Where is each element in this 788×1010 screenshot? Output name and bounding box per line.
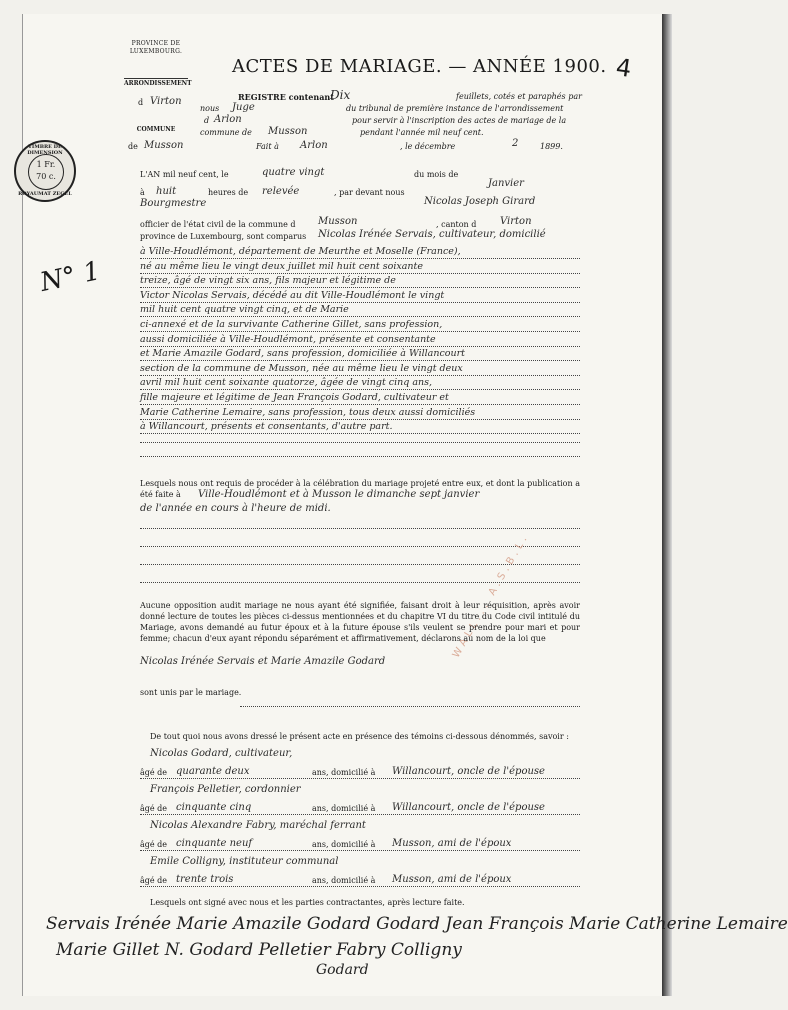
witness-age: cinquante cinq <box>176 802 252 813</box>
ruled-line <box>140 273 580 274</box>
binding-edge <box>662 14 672 996</box>
ruled-line <box>140 582 580 583</box>
ruled-line <box>140 850 580 851</box>
d-label-2: d <box>204 116 210 125</box>
ruled-line <box>140 360 580 361</box>
signature-line-3: Godard <box>316 962 369 978</box>
married-names: Nicolas Irénée Servais et Marie Amazile Godard <box>140 656 386 667</box>
page-number: 4 <box>614 53 634 83</box>
domicile-label: ans, domicilié à <box>312 840 376 849</box>
age-label: âgé de <box>140 840 168 849</box>
act-body-line: à Ville-Houdlémont, département de Meurthe et Moselle (France), <box>140 246 461 257</box>
stamp-value: 1 Fr. 70 c. <box>28 154 64 190</box>
registre-label: REGISTRE contenant <box>238 92 334 102</box>
a-label: à <box>140 188 145 197</box>
watermark: WALL... A.S.B.L. <box>450 531 532 660</box>
feuillets-text: feuillets, cotés et paraphés par <box>456 92 582 101</box>
ruled-line <box>140 778 580 779</box>
officier-label: officier de l'état civil de la commune d <box>140 220 296 229</box>
ruled-line <box>140 331 580 332</box>
arrondissement-label: ARRONDISSEMENT <box>124 80 192 87</box>
decembre-text: , le décembre <box>400 142 456 151</box>
act-number-note: N° 1 <box>37 256 104 298</box>
pendant-text: pendant l'année mil neuf cent. <box>360 128 484 137</box>
officiant-name: Nicolas Joseph Girard <box>424 196 536 207</box>
tribunal-text: du tribunal de première instance de l'arrondissement <box>346 104 564 113</box>
closing-text: Lesquels ont signé avec nous et les parties contractantes, après lecture faite. <box>150 898 465 907</box>
witness-residence: Willancourt, oncle de l'épouse <box>392 766 545 777</box>
ruled-line <box>140 375 580 376</box>
fait-label: Fait à <box>256 142 279 151</box>
witness-name: François Pelletier, cordonnier <box>150 784 301 795</box>
witness-residence: Musson, ami de l'époux <box>392 838 512 849</box>
act-period: relevée <box>262 186 300 197</box>
commune-label: COMMUNE <box>136 126 176 133</box>
unis-text: sont unis par le mariage. <box>140 688 242 697</box>
opposition-paragraph: Aucune opposition audit mariage ne nous ayant été signifiée, faisant droit à leur réquisition, après avoir donné lecture de toutes les pièces ci-dessus mentionnées et du chapitre VI du titre du Code civil intitulé du Mariage, avons demandé au futur époux et à la future épouse s'ils veulent se prendre pour mari et pour femme; chacun d'eux ayant répondu séparément et affirmativement, déclarons au nom de la loi que <box>140 601 580 643</box>
canton-label: , canton d <box>436 220 477 229</box>
witness-residence: Willancourt, oncle de l'épouse <box>392 802 545 813</box>
ruled-line <box>140 389 580 390</box>
ruled-line <box>140 302 580 303</box>
fait-value: Arlon <box>300 140 328 151</box>
servir-text: pour servir à l'inscription des actes de mariage de la <box>352 116 567 125</box>
publication-places: Ville-Houdlémont et à Musson le dimanche sept janvier <box>198 489 480 500</box>
ruled-line <box>140 346 580 347</box>
domicile-label: ans, domicilié à <box>312 768 376 777</box>
witnesses-intro: De tout quoi nous avons dressé le présent acte en présence des témoins ci-dessous dénommés, savoir : <box>150 732 569 741</box>
ruled-line <box>140 316 580 317</box>
age-label: âgé de <box>140 768 168 777</box>
province-text: province de Luxembourg, sont comparus <box>140 232 307 241</box>
ruled-line <box>140 287 580 288</box>
ruled-line <box>140 433 580 434</box>
arrondissement-value: Virton <box>150 96 182 107</box>
act-month: Janvier <box>488 178 524 189</box>
ruled-line <box>140 404 580 405</box>
ruled-line <box>140 442 580 443</box>
publication-dates: de l'année en cours à l'heure de midi. <box>140 503 331 514</box>
heures-de-text: heures de <box>208 188 249 197</box>
act-body-line: treize, âgé de vingt six ans, fils majeur et légitime de <box>140 275 396 287</box>
d-label: d <box>138 98 144 107</box>
ruled-line <box>240 706 580 707</box>
stamp-ring-bottom: ROYAUMAT ZEGEL <box>18 191 72 197</box>
arlon-value: Arlon <box>214 114 242 125</box>
de-label: de <box>128 142 138 151</box>
act-body-line: aussi domiciliée à Ville-Houdlémont, présente et consentante <box>140 333 436 345</box>
signature-line-1: Servais Irénée Marie Amazile Godard Godard Jean François Marie Catherine Lemaire <box>46 914 788 934</box>
commune-de-label: commune de <box>200 128 252 137</box>
canton-value: Virton <box>500 216 532 227</box>
registre-count: Dix <box>330 88 351 102</box>
act-body-line: avril mil huit cent soixante quatorze, âgée de vingt cinq ans, <box>140 377 433 389</box>
act-body-line: à Willancourt, présents et consentants, d'autre part. <box>140 421 393 433</box>
witness-age: quarante deux <box>176 766 250 777</box>
signature-line-2: Marie Gillet N. Godard Pelletier Fabry Colligny <box>56 940 462 960</box>
ruled-line <box>140 456 580 457</box>
act-body-line: section de la commune de Musson, née au même lieu le vingt deux <box>140 362 463 374</box>
ruled-line <box>140 419 580 420</box>
witness-name: Nicolas Godard, cultivateur, <box>150 748 293 759</box>
act-body-line: fille majeure et légitime de Jean François Godard, cultivateur et <box>140 392 449 403</box>
page-title: ACTES DE MARIAGE. — ANNÉE 1900. <box>232 56 607 77</box>
act-body-line: Victor Nicolas Servais, décédé au dit Ville-Houdlémont le vingt <box>140 289 445 301</box>
officier-commune: Musson <box>318 216 358 227</box>
domicile-label: ans, domicilié à <box>312 804 376 813</box>
witness-name: Emile Colligny, instituteur communal <box>150 856 339 867</box>
act-body-line: et Marie Amazile Godard, sans profession, domiciliée à Willancourt <box>140 348 465 360</box>
act-body-line: né au même lieu le vingt deux juillet mil huit cent soixante <box>140 260 423 272</box>
fiscal-stamp <box>14 140 76 202</box>
act-day: quatre vingt <box>262 167 325 178</box>
officiant-role: Bourgmestre <box>140 198 207 209</box>
witness-age: cinquante neuf <box>176 838 253 849</box>
act-body-line: mil huit cent quatre vingt cinq, et de Marie <box>140 304 349 316</box>
ruled-line <box>140 886 580 887</box>
commune-de-value: Musson <box>268 126 308 137</box>
age-label: âgé de <box>140 804 168 813</box>
stamp-ring-top: TIMBRE DE DIMENSION <box>27 144 63 156</box>
witness-residence: Musson, ami de l'époux <box>392 874 512 885</box>
act-body-line: Marie Catherine Lemaire, sans profession, tous deux aussi domiciliés <box>140 406 476 418</box>
decembre-day: 2 <box>512 138 519 149</box>
l-an-text: L'AN mil neuf cent, le <box>140 170 229 179</box>
act-body-line: ci-annexé et de la survivante Catherine Gillet, sans profession, <box>140 319 443 330</box>
witness-name: Nicolas Alexandre Fabry, maréchal ferrant <box>150 820 366 831</box>
groom-line: Nicolas Irénée Servais, cultivateur, domicilié <box>318 229 546 240</box>
province-label: PROVINCE DE LUXEMBOURG. <box>129 40 183 55</box>
nous-label: nous <box>200 104 220 113</box>
du-mois-text: du mois de <box>414 170 459 179</box>
domicile-label: ans, domicilié à <box>312 876 376 885</box>
devant-text: , par devant nous <box>334 188 405 197</box>
age-label: âgé de <box>140 876 168 885</box>
witness-age: trente trois <box>176 874 234 885</box>
publication-text: Lesquels nous ont requis de procéder à la célébration du mariage projeté entre eux, et dont la publication a été faite à <box>140 479 580 499</box>
juge-value: Juge <box>232 102 255 113</box>
year-1899: 1899. <box>540 142 563 151</box>
act-hour: huit <box>156 186 177 197</box>
ruled-line <box>140 814 580 815</box>
commune-value: Musson <box>144 140 184 151</box>
ruled-line <box>140 528 580 529</box>
ruled-line <box>140 258 580 259</box>
